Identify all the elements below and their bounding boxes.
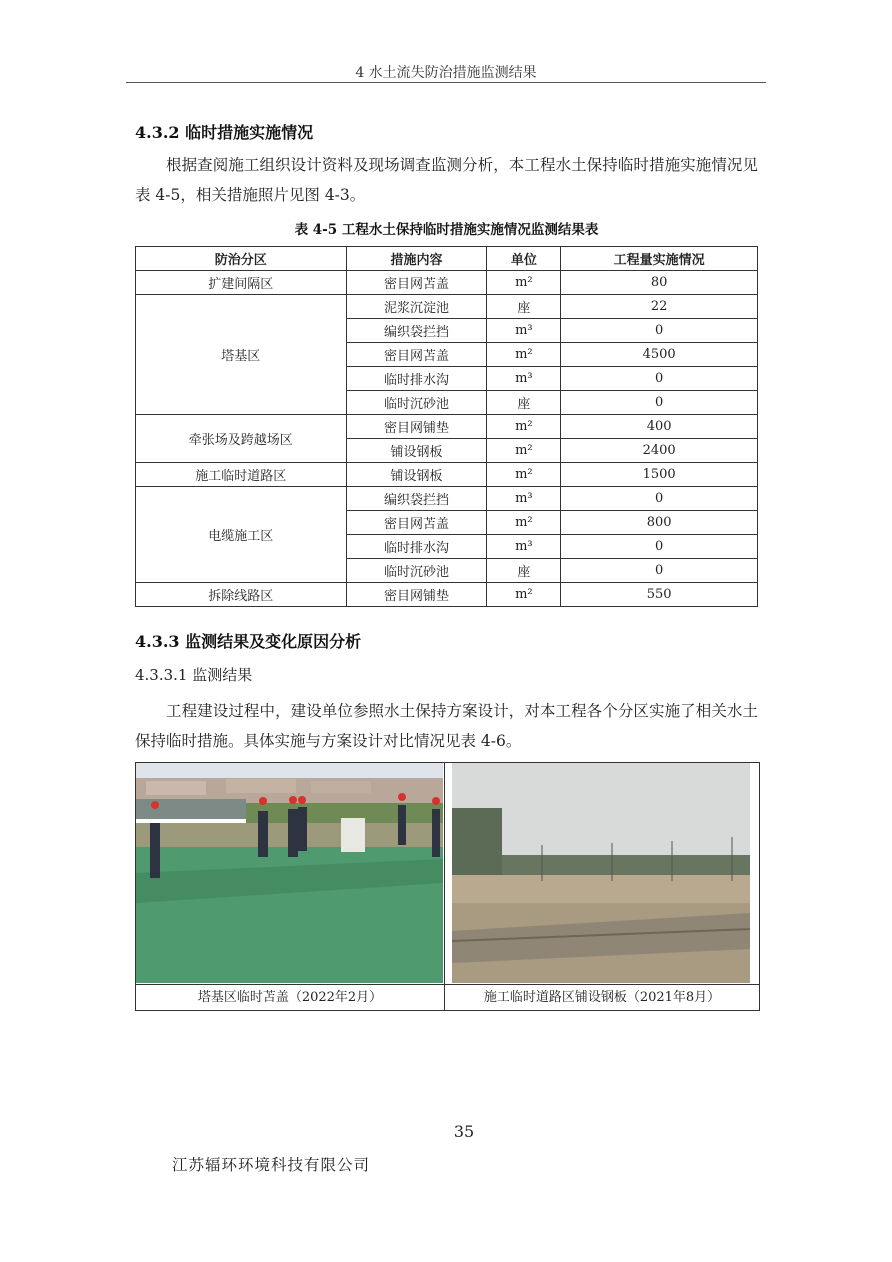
photo-figure	[135, 762, 760, 1011]
quantity-cell: 1500	[561, 463, 758, 487]
unit-cell: m³	[487, 319, 561, 343]
quantity-cell: 0	[561, 391, 758, 415]
quantity-cell: 0	[561, 559, 758, 583]
quantity-cell: 4500	[561, 343, 758, 367]
quantity-cell: 0	[561, 367, 758, 391]
header-rule	[126, 82, 766, 83]
unit-cell: m²	[487, 439, 561, 463]
measure-cell: 编织袋拦挡	[346, 319, 487, 343]
unit-cell: m³	[487, 535, 561, 559]
table-body	[136, 271, 758, 607]
unit-cell: 座	[487, 295, 561, 319]
quantity-cell: 0	[561, 535, 758, 559]
subsection-heading-4-3-3-1: 4.3.3.1 监测结果	[135, 666, 253, 684]
measure-cell: 临时沉砂池	[346, 559, 487, 583]
photo-divider	[444, 763, 445, 1010]
unit-cell: 座	[487, 559, 561, 583]
table-row	[136, 415, 758, 439]
measure-cell: 编织袋拦挡	[346, 487, 487, 511]
table-row	[136, 271, 758, 295]
measure-cell: 临时沉砂池	[346, 391, 487, 415]
tower-area-cover-photo	[136, 763, 443, 983]
quantity-cell: 0	[561, 319, 758, 343]
table-caption: 表 4-5 工程水土保持临时措施实施情况监测结果表	[294, 222, 599, 238]
page-number: 35	[453, 1122, 475, 1141]
unit-cell: m²	[487, 415, 561, 439]
unit-cell: m²	[487, 511, 561, 535]
unit-cell: m²	[487, 271, 561, 295]
measure-cell: 密目网苫盖	[346, 511, 487, 535]
measure-cell: 临时排水沟	[346, 535, 487, 559]
zone-cell: 电缆施工区	[136, 487, 347, 583]
unit-cell: m²	[487, 463, 561, 487]
quantity-cell: 550	[561, 583, 758, 607]
zone-cell: 塔基区	[136, 295, 347, 415]
section-4-3-3-paragraph: 工程建设过程中，建设单位参照水土保持方案设计，对本工程各个分区实施了相关水土保持临时措施。具体实施与方案设计对比情况见表 4-6。	[135, 702, 758, 750]
unit-cell: m³	[487, 487, 561, 511]
section-heading-4-3-3: 4.3.3 监测结果及变化原因分析	[135, 632, 362, 651]
measure-cell: 密目网铺垫	[346, 583, 487, 607]
table-row	[136, 487, 758, 511]
zone-cell: 扩建间隔区	[136, 271, 347, 295]
table-header-cell: 防治分区	[136, 247, 347, 271]
measures-table	[135, 246, 758, 607]
measure-cell: 密目网苫盖	[346, 271, 487, 295]
table-header-cell: 措施内容	[346, 247, 487, 271]
measure-cell: 铺设钢板	[346, 463, 487, 487]
measure-cell: 铺设钢板	[346, 439, 487, 463]
quantity-cell: 2400	[561, 439, 758, 463]
quantity-cell: 22	[561, 295, 758, 319]
zone-cell: 牵张场及跨越场区	[136, 415, 347, 463]
measure-cell: 临时排水沟	[346, 367, 487, 391]
temporary-road-steel-plate-photo	[452, 763, 750, 983]
measure-cell: 密目网铺垫	[346, 415, 487, 439]
table-header-cell: 工程量实施情况	[561, 247, 758, 271]
measure-cell: 密目网苫盖	[346, 343, 487, 367]
table-row	[136, 295, 758, 319]
section-4-3-2-paragraph: 根据查阅施工组织设计资料及现场调查监测分析，本工程水土保持临时措施实施情况见表 4-5，相关措施照片见图 4-3。	[135, 156, 758, 204]
table-header-row	[136, 247, 758, 271]
quantity-cell: 800	[561, 511, 758, 535]
unit-cell: m²	[487, 583, 561, 607]
zone-cell: 施工临时道路区	[136, 463, 347, 487]
left-photo-caption: 塔基区临时苫盖（2022年2月）	[197, 990, 383, 1005]
unit-cell: m³	[487, 367, 561, 391]
zone-cell: 拆除线路区	[136, 583, 347, 607]
quantity-cell: 400	[561, 415, 758, 439]
running-header: 4 水土流失防治措施监测结果	[355, 65, 537, 81]
quantity-cell: 80	[561, 271, 758, 295]
table-row	[136, 463, 758, 487]
unit-cell: m²	[487, 343, 561, 367]
unit-cell: 座	[487, 391, 561, 415]
table-header-cell: 单位	[487, 247, 561, 271]
quantity-cell: 0	[561, 487, 758, 511]
right-photo-caption: 施工临时道路区铺设钢板（2021年8月）	[483, 990, 721, 1005]
table-row	[136, 583, 758, 607]
footer-company: 江苏辐环环境科技有限公司	[172, 1156, 371, 1174]
measure-cell: 泥浆沉淀池	[346, 295, 487, 319]
section-heading-4-3-2: 4.3.2 临时措施实施情况	[135, 123, 314, 142]
